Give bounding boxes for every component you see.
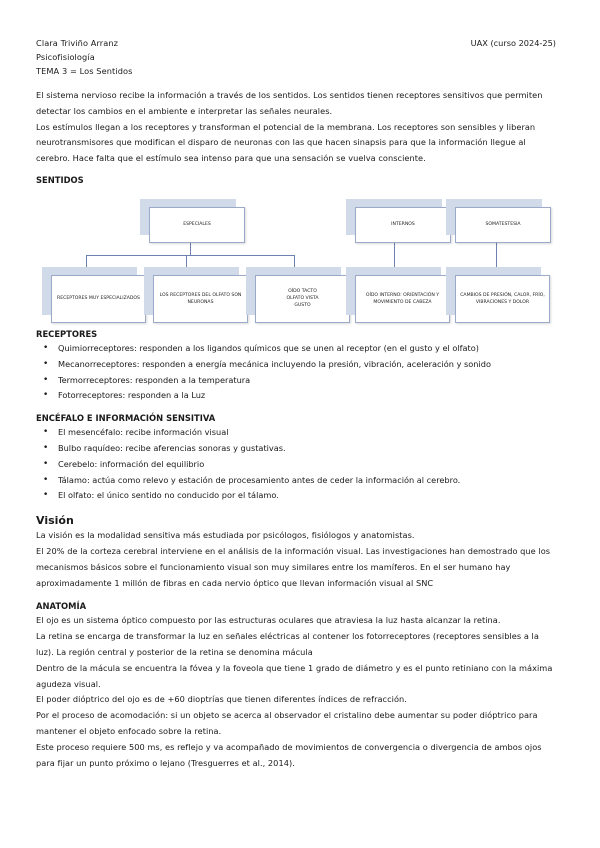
intro-paragraph-2: Los estímulos llegan a los receptores y transforman el potencial de la membrana. Los receptores son sensibles y liberan neurotransmisores que modifican el disparo de neuronas con las que hacen sinapsis para que la información llegue al cerebro. Hace falta que el estímulo sea intenso para que una sensación se vuelva consciente. xyxy=(36,121,536,164)
intro-paragraph-1: El sistema nervioso recibe la información a través de los sentidos. Los sentidos tienen receptores sensitivos que permiten detectar los cambios en el ambiente e interpretar las señales neurales. xyxy=(36,90,543,116)
connector xyxy=(86,255,295,256)
list-item: • Cerebelo: información del equilibrio xyxy=(36,457,556,473)
anatomia-paragraph-1: El ojo es un sistema óptico compuesto por las estructuras oculares que atraviesa la luz hasta alcanzar la retina. xyxy=(36,615,501,626)
connector xyxy=(294,255,295,267)
list-item: • Termorreceptores: responden a la temperatura xyxy=(36,373,556,389)
header-topic: TEMA 3 = Los Sentidos xyxy=(36,66,133,76)
diagram-box-oido-interno: OÍDO INTERNO: ORIENTACIÓN Y MOVIMIENTO DE CABEZA xyxy=(355,275,450,323)
anatomia-paragraph-5: Por el proceso de acomodación: si un objeto se acerca al observador el cristalino debe aumentar su poder dióptrico para mantener el objeto enfocado sobre la retina. xyxy=(36,710,538,736)
anatomia-paragraph-2: La retina se encarga de transformar la luz en señales eléctricas al contener los fotorreceptores (receptores sensibles a la luz). La región central y posterior de la retina se denomina mácula xyxy=(36,631,539,657)
document-page xyxy=(36,36,556,771)
list-item: • Fotorreceptores: responden a la Luz xyxy=(36,388,556,404)
header-author: Clara Triviño Arranz xyxy=(36,38,119,48)
receptores-title: RECEPTORES xyxy=(36,328,98,339)
diagram-box-internos: INTERNOS xyxy=(355,207,451,243)
vision-paragraph-2: El 20% de la corteza cerebral interviene en el análisis de la información visual. Las investigaciones han demostrado que los mecanismos básicos sobre el funcionamiento visual son muy similares entre los mamíferos. En el ser humano hay aproximadamente 1 millón de fibras en cada nervio óptico que llevan información visual al SNC xyxy=(36,545,551,588)
diagram-box-presion-calor: CAMBIOS DE PRESIÓN, CALOR, FRÍO, VIBRACIONES Y DOLOR xyxy=(455,275,550,323)
connector xyxy=(86,255,87,267)
vision-paragraph-1: La visión es la modalidad sensitiva más estudiada por psicólogos, fisiólogos y anatomistas. xyxy=(36,530,415,541)
diagram-box-cinco-sentidos: OÍDO TACTO OLFATO VISTA GUSTO xyxy=(255,275,350,323)
anatomia-paragraph-6: Este proceso requiere 500 ms, es reflejo y va acompañado de movimientos de convergencia o divergencia de ambos ojos para fijar un punto próximo o lejano (Tresguerres et al., 2014). xyxy=(36,741,542,768)
receptores-list xyxy=(36,341,556,404)
list-item: • El mesencéfalo: recibe información visual xyxy=(36,425,556,441)
sentidos-title: SENTIDOS xyxy=(36,174,84,185)
header-course: UAX (curso 2024-25) xyxy=(470,38,556,48)
list-item: • Mecanorreceptores: responden a energía mecánica incluyendo la presión, vibración, aceleración y sonido xyxy=(36,357,556,373)
anatomia-paragraph-4: El poder dióptrico del ojo es de +60 dioptrías que tienen diferentes índices de refracción. xyxy=(36,694,407,705)
header-subject: Psicofisiología xyxy=(36,52,95,62)
sentidos-diagram xyxy=(36,187,556,323)
diagram-box-especiales: ESPECIALES xyxy=(149,207,245,243)
connector xyxy=(186,255,187,267)
list-item: • Bulbo raquídeo: recibe aferencias sonoras y gustativas. xyxy=(36,441,556,457)
encefalo-list xyxy=(36,425,556,504)
anatomia-title: ANATOMÍA xyxy=(36,601,87,612)
list-item: • Quimiorreceptores: responden a los ligandos químicos que se unen al receptor (en el gusto y el olfato) xyxy=(36,341,556,357)
vision-title: Visión xyxy=(36,514,74,528)
encefalo-title: ENCÉFALO E INFORMACIÓN SENSITIVA xyxy=(36,413,216,424)
diagram-box-somatestesia: SOMATESTESIA xyxy=(455,207,551,243)
diagram-box-olfato-neuronas: LOS RECEPTORES DEL OLFATO SON NEURONAS xyxy=(153,275,248,323)
anatomia-paragraph-3: Dentro de la mácula se encuentra la fóvea y la foveola que tiene 1 grado de diámetro y es el punto retiniano con la máxima agudeza visual. xyxy=(36,662,553,689)
diagram-box-receptores-especializados: RECEPTORES MUY ESPECIALIZADOS xyxy=(51,275,146,323)
list-item: • El olfato: el único sentido no conducido por el tálamo. xyxy=(36,488,556,504)
list-item: • Tálamo: actúa como relevo y estación de procesamiento antes de ceder la información al cerebro. xyxy=(36,473,556,489)
